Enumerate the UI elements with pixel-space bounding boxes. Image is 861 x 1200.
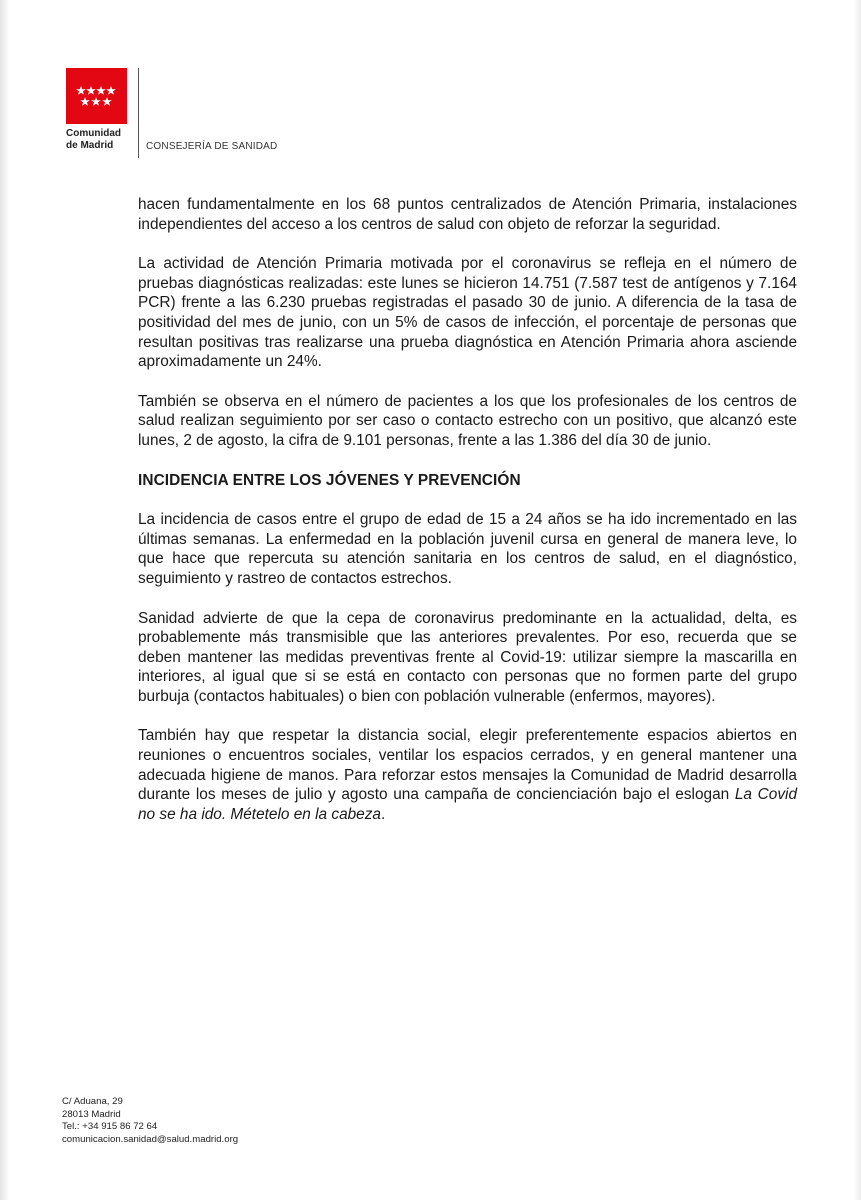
paragraph-1: hacen fundamentalmente en los 68 puntos centralizados de Atención Primaria, instalaciones independientes del acceso a los centros de salud con objeto de reforzar la seguridad. — [138, 196, 797, 233]
page-edge-right — [853, 0, 861, 1200]
paragraph-4: La incidencia de casos entre el grupo de edad de 15 a 24 años se ha ido incrementado en las últimas semanas. La enfermedad en la población juvenil cursa en general de manera leve, lo que hace que repercuta su atención sanitaria en los centros de salud, en el diagnóstico, seguimiento y rastreo de contactos estrechos. — [138, 511, 797, 587]
paragraph-2: La actividad de Atención Primaria motivada por el coronavirus se refleja en el número de pruebas diagnósticas realizadas: este lunes se hicieron 14.751 (7.587 test de antígenos y 7.164 PCR) frente a las 6.230 pruebas registradas el pasado 30 de junio. A diferencia de la tasa de positividad del mes de junio, con un 5% de casos de infección, el porcentaje de personas que resultan positivas tras realizarse una prueba diagnóstica en Atención Primaria ahora asciende aproximadamente un 24%. — [138, 255, 797, 371]
footer-phone: Tel.: +34 915 86 72 64 — [62, 1121, 158, 1132]
star-icon — [102, 97, 112, 106]
logo-line-1: Comunidad — [66, 128, 121, 139]
header-divider — [138, 68, 139, 158]
press-release-body — [138, 195, 797, 844]
campaign-slogan: La Covid no se ha ido. Métetelo en la cabeza — [138, 786, 797, 823]
paragraph-6-text: También hay que respetar la distancia social, elegir preferentemente espacios abiertos en reuniones o encuentros sociales, ventilar los espacios cerrados, y en general mantener una adecuada higiene de manos. Para reforzar estos mensajes la Comunidad de Madrid desarrolla durante los meses de julio y agosto una campaña de concienciación bajo el eslogan — [138, 727, 797, 804]
paragraph-6-end: . — [381, 805, 386, 823]
star-icon — [96, 86, 106, 95]
contact-footer — [62, 1096, 238, 1146]
logo-line-2: de Madrid — [66, 140, 114, 151]
paragraph-3: También se observa en el número de pacientes a los que los profesionales de los centros de salud realizan seguimiento por ser caso o contacto estrecho con un positivo, que alcanzó este lunes, 2 de agosto, la cifra de 9.101 personas, frente a las 1.386 del día 30 de junio. — [138, 392, 797, 449]
footer-city: 28013 Madrid — [62, 1108, 121, 1120]
star-icon — [106, 86, 116, 95]
footer-address: C/ Aduana, 29 — [62, 1096, 123, 1107]
logo-wordmark — [66, 128, 136, 152]
star-icon — [91, 97, 101, 106]
paragraph-5: Sanidad advierte de que la cepa de coronavirus predominante en la actualidad, delta, es probablemente más transmisible que las anteriores prevalentes. Por eso, recuerda que se deben mantener las medidas preventivas frente al Covid-19: utilizar siempre la mascarilla en interiores, al igual que si se está en contacto con personas que no formen parte del grupo burbuja (contactos habituales) o bien con población vulnerable (enfermos, mayores). — [138, 609, 797, 705]
page-edge-left — [0, 0, 10, 1200]
stars-icon — [66, 68, 127, 124]
section-heading: INCIDENCIA ENTRE LOS JÓVENES Y PREVENCIÓN — [138, 471, 521, 489]
star-icon — [80, 97, 90, 106]
footer-email: comunicacion.sanidad@salud.madrid.org — [62, 1133, 239, 1145]
comunidad-madrid-logo — [66, 68, 127, 124]
department-name: CONSEJERÍA DE SANIDAD — [146, 141, 278, 152]
star-icon — [86, 86, 96, 95]
star-icon — [76, 86, 86, 95]
paragraph-6 — [138, 726, 797, 824]
